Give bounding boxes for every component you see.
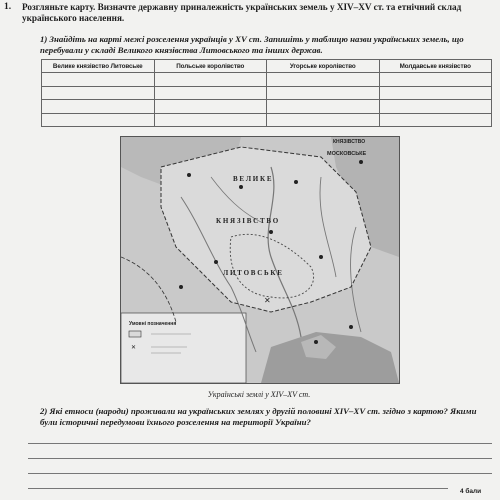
answer-cell[interactable]: [154, 113, 267, 127]
label-kniazivstvo-small: КНЯЗІВСТВО: [333, 139, 366, 145]
subtask-1-text: 1) Знайдіть на карті межі розселення українців у XV ст. Запишіть у таблицю назви українських земель, що перебували у складі Великого князівства Литовського та інших держав.: [40, 34, 464, 55]
answer-cell[interactable]: [154, 100, 267, 114]
task-instruction: Розгляньте карту. Визначте державну приналежність українських земель у XIV–XV ст. та етнічний склад українського населення.: [22, 2, 462, 23]
map-caption: Українські землі у XIV–XV ст.: [207, 390, 311, 399]
answer-cell[interactable]: [154, 86, 267, 100]
table-row: [42, 113, 492, 127]
answer-cell[interactable]: [379, 113, 492, 127]
header-moldavia: Молдавське князівство: [379, 60, 492, 73]
answer-cell[interactable]: [267, 73, 380, 87]
answer-line[interactable]: [28, 488, 448, 489]
states-table: [41, 59, 492, 127]
map-graphic: [121, 137, 399, 383]
answer-cell[interactable]: [42, 86, 155, 100]
historical-map: [120, 136, 400, 384]
svg-text:✕: ✕: [131, 344, 137, 351]
legend-title: Умовні позначення: [129, 321, 177, 327]
answer-cell[interactable]: [267, 113, 380, 127]
label-moskovske: МОСКОВСЬКЕ: [327, 151, 367, 157]
header-poland: Польське королівство: [154, 60, 267, 73]
table-row: [42, 86, 492, 100]
table-row: [42, 100, 492, 114]
table-row: [42, 73, 492, 87]
answer-cell[interactable]: [42, 100, 155, 114]
answer-line[interactable]: [28, 458, 492, 459]
answer-line[interactable]: [28, 473, 492, 474]
label-lytovske: Л И Т О В С Ь К Е: [223, 269, 282, 277]
answer-cell[interactable]: [42, 113, 155, 127]
label-kniazivstvo: К Н Я З І В С Т В О: [216, 217, 279, 225]
table-header-row: [42, 60, 492, 73]
answer-cell[interactable]: [42, 73, 155, 87]
header-lithuania: Велике князівство Литовське: [42, 60, 155, 73]
answer-line[interactable]: [28, 443, 492, 444]
subtask-2-text: 2) Які етноси (народи) проживали на українських землях у другій половині XIV–XV ст. згідно з картою? Якими були історичні передумови їхнього розселення на території України?: [40, 406, 477, 427]
battle-marker: ✕: [264, 296, 271, 305]
task-number: 1.: [4, 2, 12, 12]
answer-cell[interactable]: [379, 86, 492, 100]
answer-cell[interactable]: [379, 73, 492, 87]
answer-cell[interactable]: [267, 100, 380, 114]
header-hungary: Угорське королівство: [267, 60, 380, 73]
answer-cell[interactable]: [379, 100, 492, 114]
answer-cell[interactable]: [154, 73, 267, 87]
points-badge: 4 бали: [460, 488, 482, 495]
answer-cell[interactable]: [267, 86, 380, 100]
label-velyke: В Е Л И К Е: [233, 175, 272, 183]
